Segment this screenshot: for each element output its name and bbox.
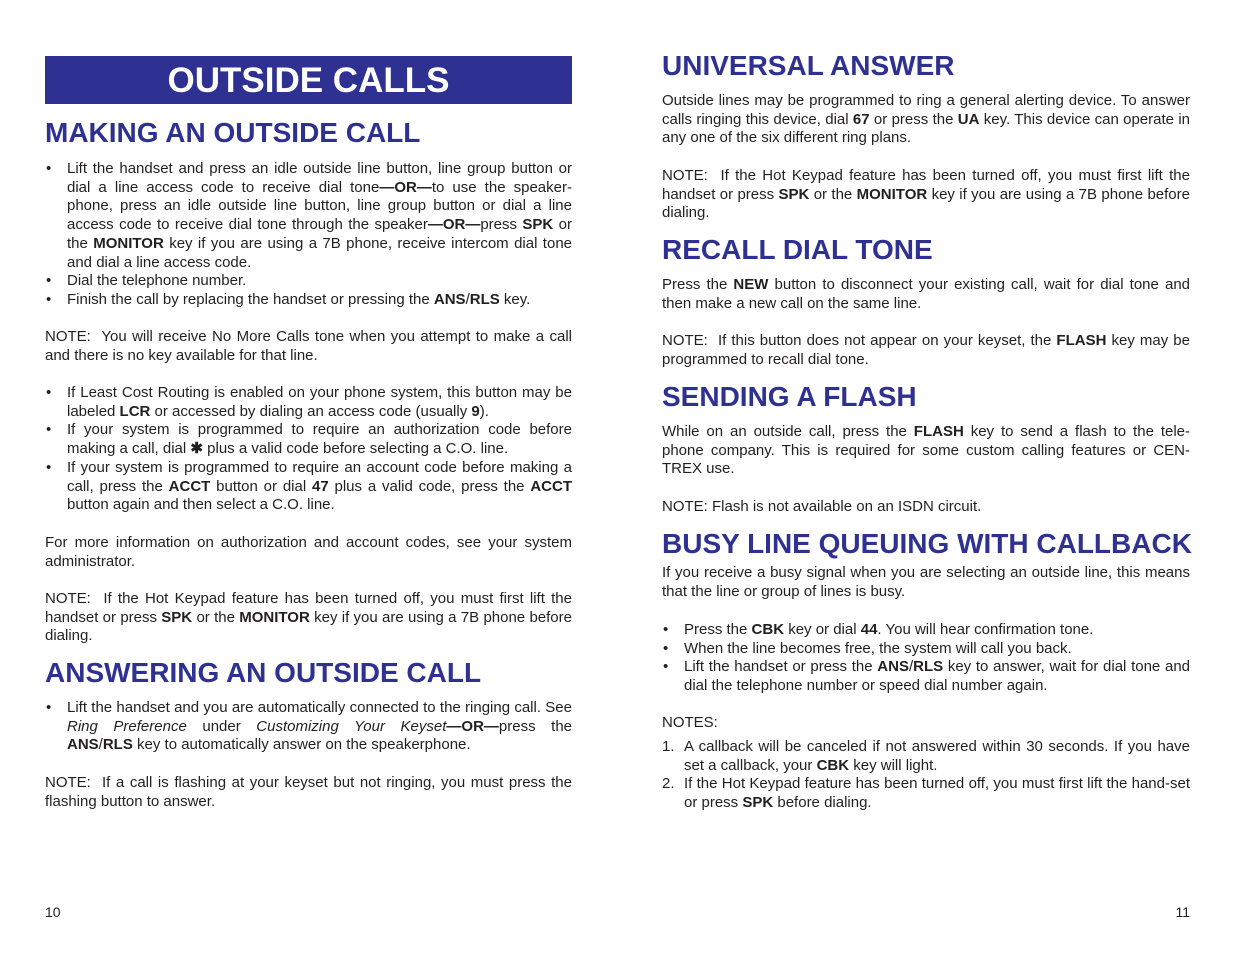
bullet-item	[45, 421, 572, 458]
heading-sending-flash: SENDING A FLASH	[662, 381, 917, 412]
bullet-item	[662, 640, 1190, 659]
answering-steps-list	[45, 699, 572, 755]
bullet-marker: •	[46, 421, 52, 439]
list-number: 1.	[662, 738, 675, 755]
bullet-marker: •	[663, 621, 669, 638]
heading-recall-dial-tone: RECALL DIAL TONE	[662, 234, 933, 265]
making-info-paragraph: For more information on authorization and account codes, see your system administrator.	[45, 534, 572, 570]
page-number-left: 10	[45, 904, 61, 920]
bullet-marker: •	[663, 639, 669, 657]
bullet-marker: •	[46, 160, 52, 177]
item-text: Lift the handset or press the ANS/RLS key to answer, wait for dial tone and dial the telephone number or speed dial number again.	[684, 658, 1191, 695]
making-note-2: NOTE: If the Hot Keypad feature has been turned off, you must first lift the handset or press SPK or the MONITOR key if you are using a 7B phone before dialing.	[45, 590, 572, 645]
flash-note: NOTE: Flash is not available on an ISDN circuit.	[662, 498, 982, 515]
bullet-item	[45, 459, 572, 515]
item-text: Lift the handset and you are automatically connected to the ringing call. See Ring Preference under Customizing Your Keyset—OR—press the ANS/RLS key to automatically answer on the speakerphone.	[67, 699, 573, 754]
making-tips-list	[45, 384, 572, 515]
bullet-marker: •	[46, 699, 52, 716]
item-text: If your system is programmed to require an account code before making a call, press the ACCT button or dial 47 plus a valid code, press the ACCT button again and then select a C.O. line.	[67, 458, 572, 514]
chapter-title-banner: OUTSIDE CALLS	[45, 56, 572, 104]
busy-notes-label: NOTES:	[662, 714, 718, 731]
bullet-item	[45, 291, 572, 310]
numbered-note-item	[662, 775, 1190, 812]
making-note-1: NOTE: You will receive No More Calls tone when you attempt to make a call and there is no key available for that line.	[45, 328, 572, 364]
page-number-right: 11	[1175, 904, 1190, 920]
bullet-marker: •	[46, 384, 52, 401]
answering-note: NOTE: If a call is flashing at your keyset but not ringing, you must press the flashing button to answer.	[45, 774, 572, 810]
recall-paragraph: Press the NEW button to disconnect your existing call, wait for dial tone and then make a new call on the same line.	[662, 276, 1191, 312]
bullet-item	[45, 272, 572, 291]
universal-note: NOTE: If the Hot Keypad feature has been turned off, you must first lift the handset or press SPK or the MONITOR key if you are using a 7B phone before dialing.	[662, 167, 1190, 222]
bullet-item	[45, 160, 572, 272]
busy-notes-list	[662, 738, 1190, 813]
busy-paragraph: If you receive a busy signal when you are selecting an outside line, this means that the line or group of lines is busy.	[662, 564, 1190, 600]
bullet-marker: •	[46, 290, 52, 308]
heading-answering-outside-call: ANSWERING AN OUTSIDE CALL	[45, 657, 482, 688]
item-text: Lift the handset and press an idle outside line button, line group button or dial a line access code to receive dial tone—OR—to use the speaker-phone, press an idle outside line button, line group button or dial a line access code to receive dial tone through the speaker—OR—press SPK or the MONITOR key if you are using a 7B phone, receive intercom dial tone and dial a line access code.	[67, 160, 572, 271]
item-text: When the line becomes free, the system will call you back.	[684, 639, 1072, 657]
numbered-note-item	[662, 738, 1190, 775]
heading-busy-line-queuing: BUSY LINE QUEUING WITH CALLBACK	[662, 528, 1192, 559]
item-text: A callback will be canceled if not answered within 30 seconds. If you have set a callback, your CBK key will light.	[684, 738, 1190, 774]
bullet-marker: •	[663, 658, 669, 676]
universal-paragraph: Outside lines may be programmed to ring a general alerting device. To answer calls ringing this device, dial 67 or press the UA key. This device can operate in any one of the six different ring plans.	[662, 92, 1191, 147]
item-text: Press the CBK key or dial 44. You will hear confirmation tone.	[684, 621, 1094, 638]
bullet-item	[45, 384, 572, 421]
making-steps-list	[45, 160, 572, 310]
busy-steps-list	[662, 621, 1190, 696]
flash-paragraph: While on an outside call, press the FLASH key to send a flash to the tele-phone company. This is required for some custom calling features or CEN-TREX use.	[662, 423, 1190, 478]
bullet-item	[45, 699, 572, 755]
bullet-marker: •	[46, 458, 52, 476]
list-number: 2.	[662, 775, 675, 793]
item-text: If your system is programmed to require an authorization code before making a call, dial ✱ plus a valid code before selecting a C.O. line.	[67, 421, 572, 458]
bullet-marker: •	[46, 272, 52, 290]
heading-universal-answer: UNIVERSAL ANSWER	[662, 50, 955, 81]
item-text: If the Hot Keypad feature has been turned off, you must first lift the hand-set or press SPK before dialing.	[684, 775, 1190, 812]
item-text: Finish the call by replacing the handset or pressing the ANS/RLS key.	[67, 290, 531, 308]
bullet-item	[662, 621, 1190, 640]
item-text: If Least Cost Routing is enabled on your phone system, this button may be labeled LCR or accessed by dialing an access code (usually 9).	[67, 384, 572, 420]
bullet-item	[662, 658, 1190, 695]
item-text: Dial the telephone number.	[67, 272, 247, 290]
heading-making-outside-call: MAKING AN OUTSIDE CALL	[45, 117, 421, 148]
recall-note: NOTE: If this button does not appear on your keyset, the FLASH key may be programmed to recall dial tone.	[662, 332, 1190, 368]
